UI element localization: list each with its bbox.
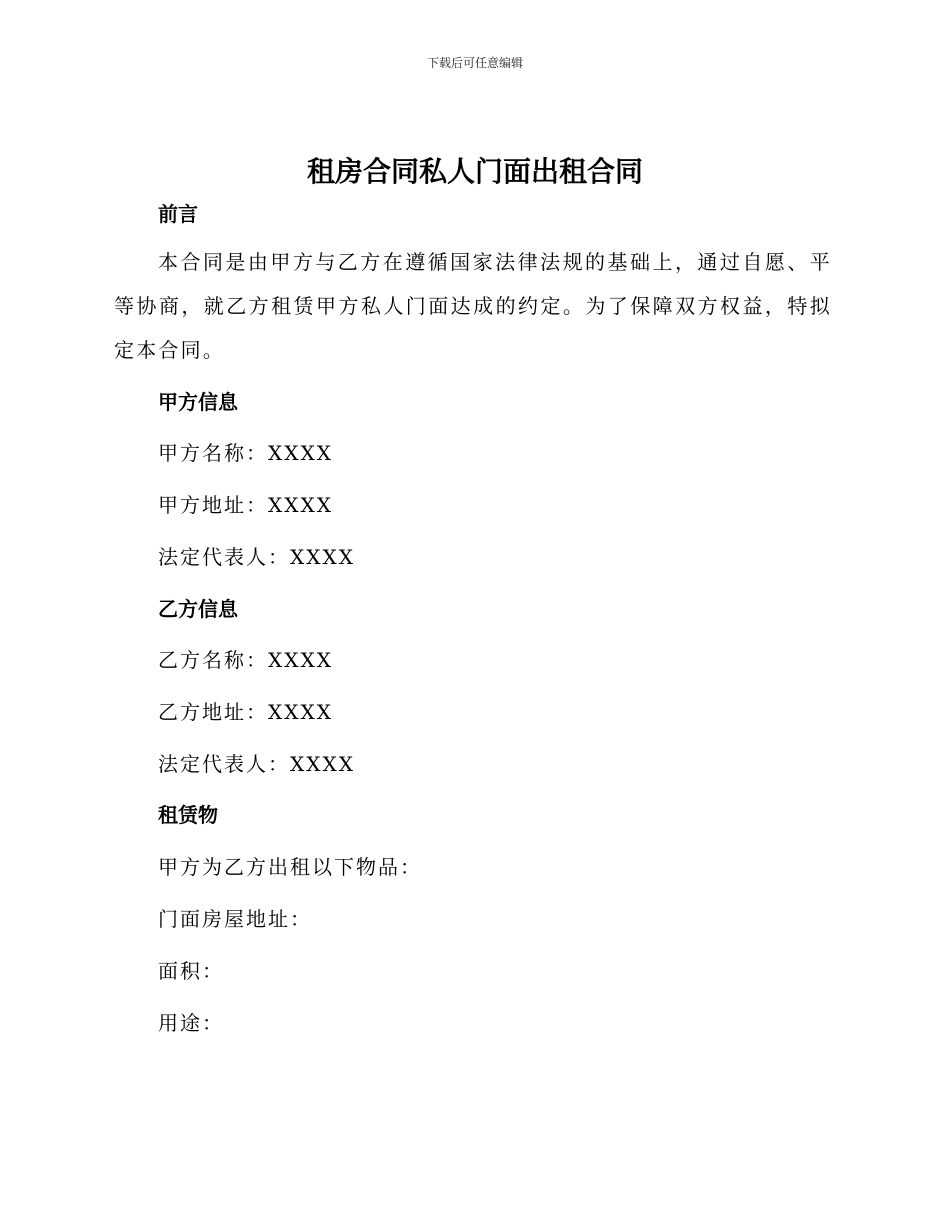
party-a-heading: 甲方信息 <box>158 390 238 414</box>
preface-heading: 前言 <box>158 202 198 226</box>
party-a-representative: 法定代表人：XXXX <box>158 545 355 569</box>
leased-item-heading: 租赁物 <box>158 803 218 827</box>
storefront-address: 门面房屋地址： <box>158 907 312 931</box>
preface-paragraph: 本合同是由甲方与乙方在遵循国家法律法规的基础上，通过自愿、平等协商，就乙方租赁甲方私人门面达成的约定。为了保障双方权益，特拟定本合同。 <box>114 250 832 362</box>
party-a-address: 甲方地址：XXXX <box>158 493 333 517</box>
party-b-name: 乙方名称：XXXX <box>158 648 333 672</box>
party-b-address: 乙方地址：XXXX <box>158 700 333 724</box>
header-note: 下载后可任意编辑 <box>426 56 523 70</box>
party-a-name: 甲方名称：XXXX <box>158 441 333 465</box>
party-b-heading: 乙方信息 <box>158 597 238 621</box>
party-b-representative: 法定代表人：XXXX <box>158 752 355 776</box>
storefront-usage: 用途： <box>158 1011 224 1035</box>
leased-item-intro: 甲方为乙方出租以下物品： <box>158 855 422 879</box>
storefront-area: 面积： <box>158 959 224 983</box>
document-title: 租房合同私人门面出租合同 <box>306 155 643 188</box>
